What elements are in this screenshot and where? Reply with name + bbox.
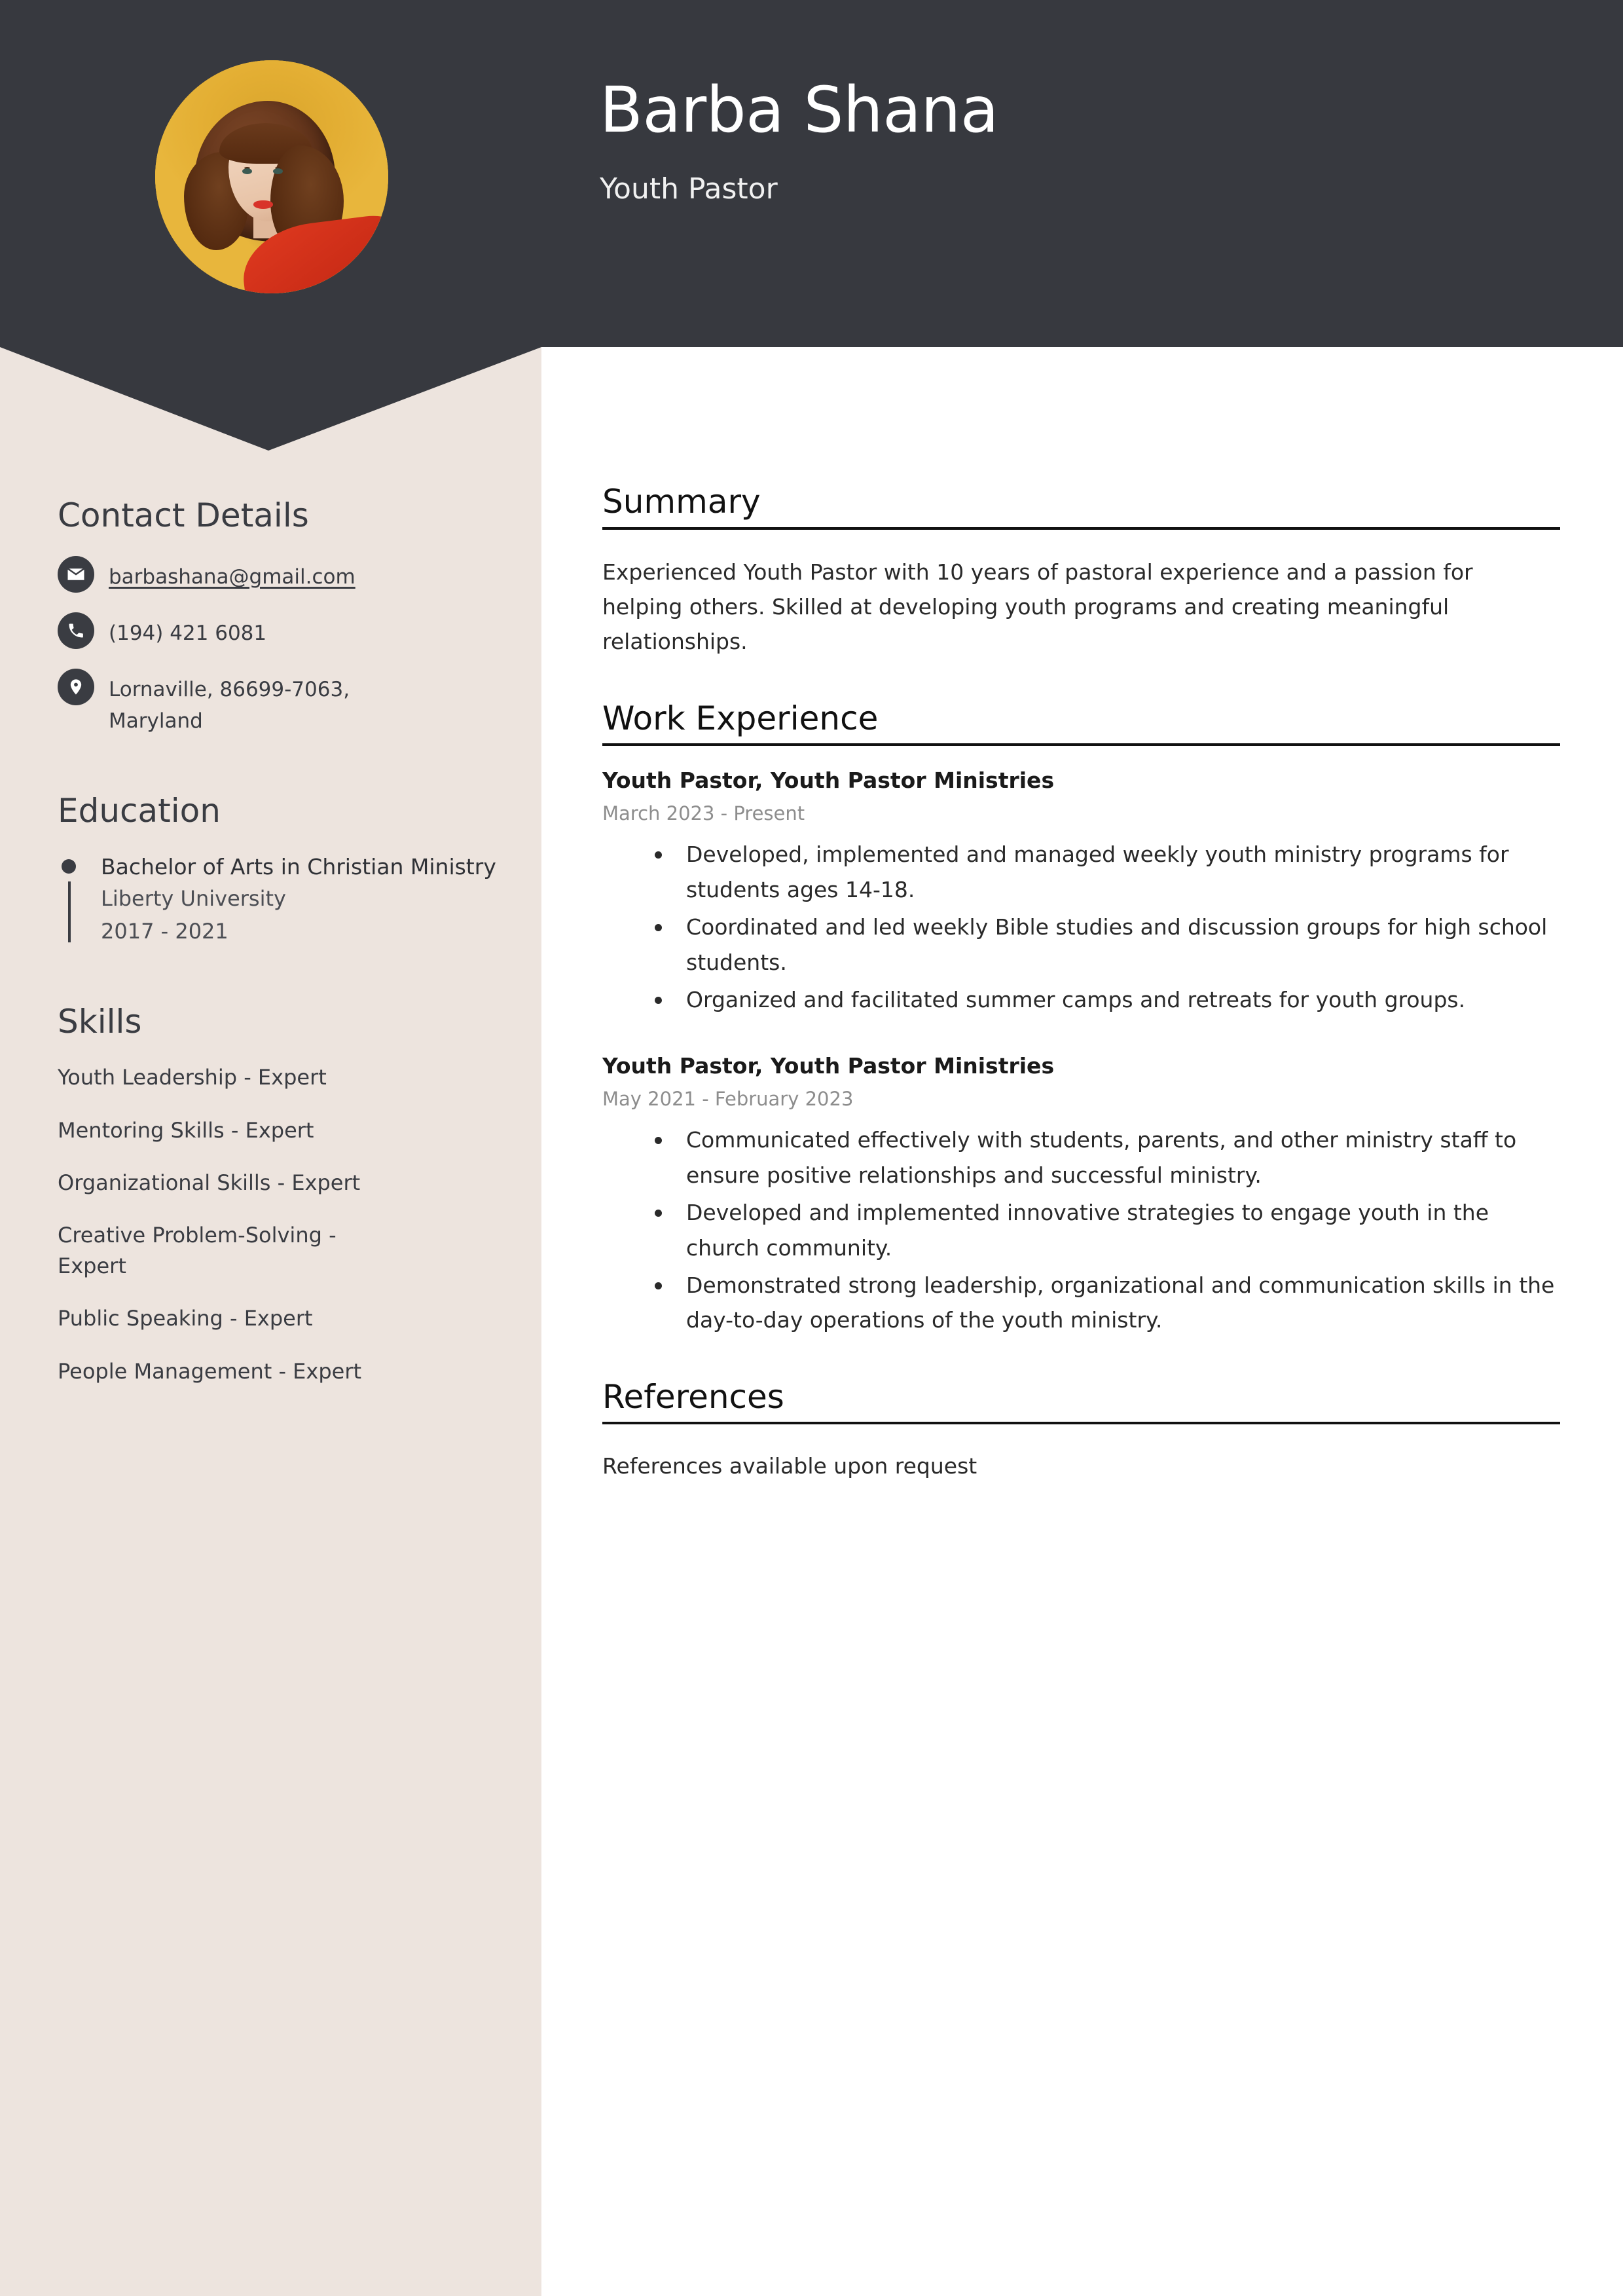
contact-phone-value[interactable]: (194) 421 6081 — [109, 621, 267, 646]
job-bullet-list — [602, 1122, 1560, 1338]
education-timeline-line — [68, 881, 71, 942]
contact-row-email[interactable] — [58, 556, 498, 593]
skills-heading: Skills — [58, 1003, 142, 1041]
education-school: Liberty University — [101, 886, 286, 912]
contact-location-value: Lornaville, 86699-7063, Maryland — [109, 678, 350, 733]
references-text: References available upon request — [602, 1453, 977, 1479]
work-experience-section — [602, 701, 1560, 1338]
education-heading: Education — [58, 792, 221, 830]
location-pin-icon — [58, 669, 94, 705]
education-years: 2017 - 2021 — [101, 918, 228, 944]
job-dates: March 2023 - Present — [602, 802, 805, 824]
header-text-block — [600, 73, 999, 207]
contact-row-location — [58, 669, 498, 737]
job-bullet: Communicated effectively with students, parents, and other ministry staff to ensure positive relationships and successful ministry. — [602, 1122, 1560, 1193]
skill-item: Public Speaking - Expert — [58, 1306, 313, 1331]
job-bullet: Developed, implemented and managed weekly youth ministry programs for students ages 14-18. — [602, 837, 1560, 907]
skill-item: Mentoring Skills - Expert — [58, 1117, 314, 1143]
contact-details-heading: Contact Details — [58, 496, 309, 534]
phone-icon — [58, 612, 94, 649]
skill-item: People Management - Expert — [58, 1358, 362, 1384]
page-title: Barba Shana — [600, 73, 999, 147]
references-divider — [602, 1422, 1560, 1424]
envelope-icon — [58, 556, 94, 593]
education-bullet-dot — [62, 859, 76, 874]
main-content — [602, 485, 1560, 1526]
summary-heading: Summary — [602, 483, 761, 521]
job-bullet: Developed and implemented innovative strategies to engage youth in the church community. — [602, 1195, 1560, 1265]
education-item — [58, 851, 498, 948]
summary-text: Experienced Youth Pastor with 10 years of pastoral experience and a passion for helping others. Skilled at developing youth programs and creating meaningful relationships. — [602, 559, 1473, 655]
skill-item: Youth Leadership - Expert — [58, 1065, 327, 1090]
job-bullet: Coordinated and led weekly Bible studies and discussion groups for high school students. — [602, 910, 1560, 980]
work-experience-divider — [602, 743, 1560, 746]
work-experience-heading: Work Experience — [602, 699, 879, 737]
skill-item: Creative Problem-Solving - Expert — [58, 1223, 337, 1278]
education-degree: Bachelor of Arts in Christian Ministry — [101, 854, 496, 880]
contact-row-phone[interactable] — [58, 612, 498, 649]
skill-item: Organizational Skills - Expert — [58, 1170, 361, 1195]
job-bullet: Organized and facilitated summer camps and retreats for youth groups. — [602, 982, 1560, 1017]
work-experience-entry — [602, 766, 1560, 1017]
summary-section — [602, 485, 1560, 659]
sidebar — [0, 0, 541, 1409]
job-title-company: Youth Pastor, Youth Pastor Ministries — [602, 1053, 1055, 1079]
references-section — [602, 1377, 1560, 1484]
references-heading: References — [602, 1377, 784, 1416]
job-bullet: Demonstrated strong leadership, organizational and communication skills in the day-to-day operations of the youth ministry. — [602, 1268, 1560, 1338]
job-title-company: Youth Pastor, Youth Pastor Ministries — [602, 768, 1055, 794]
job-bullet-list — [602, 837, 1560, 1017]
summary-divider — [602, 527, 1560, 530]
header-job-title: Youth Pastor — [600, 172, 778, 206]
job-dates: May 2021 - February 2023 — [602, 1087, 854, 1110]
work-experience-entry — [602, 1051, 1560, 1338]
contact-email-value[interactable]: barbashana@gmail.com — [109, 565, 356, 589]
